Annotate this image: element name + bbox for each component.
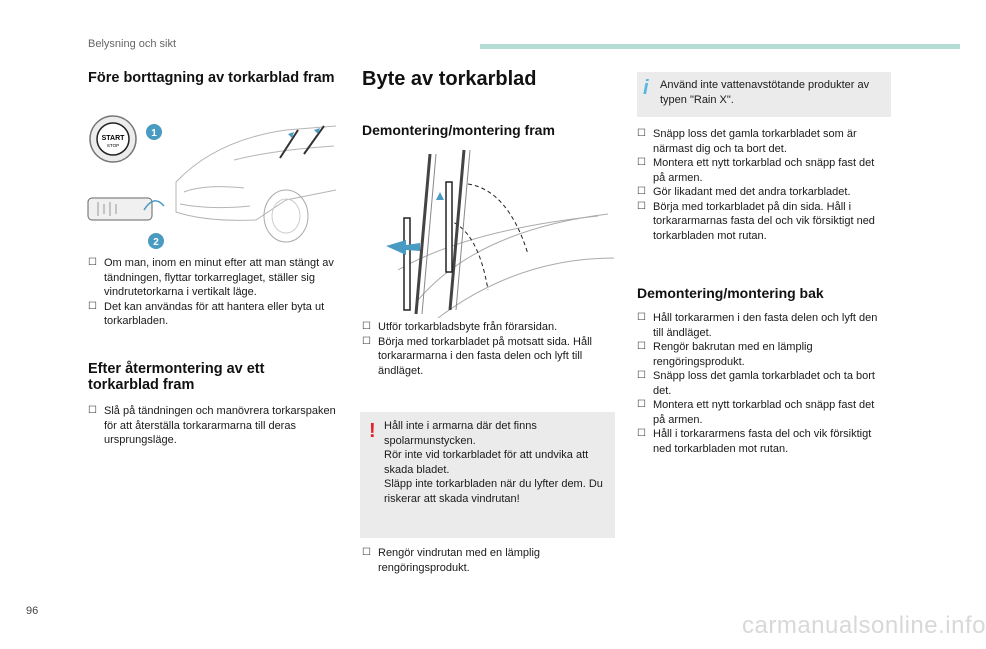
callout-2-label: 2 — [153, 237, 159, 248]
header-accent-bar — [480, 44, 960, 49]
start-label: START — [101, 135, 125, 142]
list-item: ☐ Slå på tändningen och manövrera torkarspaken för att återställa torkararmarna till deras ursprungsläge. — [88, 405, 336, 446]
checkbox-bullet-icon: ☐ — [362, 321, 371, 332]
checkbox-bullet-icon: ☐ — [637, 399, 646, 410]
list-item: ☐ Gör likadant med det andra torkarbladet. — [637, 186, 851, 198]
checkbox-bullet-icon: ☐ — [637, 128, 646, 139]
list-item: ☐ Montera ett nytt torkarblad och snäpp fast det på armen. — [637, 157, 875, 184]
list-item: ☐ Utför torkarbladsbyte från förarsidan. — [362, 321, 558, 333]
wiper-service-illustration — [84, 112, 342, 254]
heading-after-refit: Efter återmontering av ett torkarblad fram — [88, 361, 265, 393]
checkbox-bullet-icon: ☐ — [637, 341, 646, 352]
checkbox-bullet-icon: ☐ — [637, 186, 646, 197]
list-item: ☐ Börja med torkarbladet på motsatt sida. Håll torkararmarna i den fasta delen och lyft till ändläget. — [362, 335, 592, 377]
watermark: carmanualsonline.info — [742, 612, 986, 639]
stop-label: STOP — [106, 143, 120, 148]
list-item: ☐ Montera ett nytt torkarblad och snäpp fast det på armen. — [637, 399, 875, 426]
list-front-steps — [637, 127, 887, 243]
list-before-removal — [88, 256, 340, 329]
callout-2-icon — [148, 233, 164, 249]
checkbox-bullet-icon: ☐ — [637, 157, 646, 168]
checkbox-bullet-icon: ☐ — [88, 300, 97, 312]
checkbox-bullet-icon: ☐ — [362, 547, 371, 558]
heading-before-removal: Före borttagning av torkarblad fram — [88, 70, 335, 86]
checkbox-bullet-icon: ☐ — [362, 335, 371, 347]
checkbox-bullet-icon: ☐ — [637, 312, 646, 323]
list-item: ☐ Rengör bakrutan med en lämplig rengöringsprodukt. — [637, 341, 813, 368]
checkbox-bullet-icon: ☐ — [88, 405, 97, 416]
checkbox-bullet-icon: ☐ — [637, 370, 646, 381]
checkbox-bullet-icon: ☐ — [88, 257, 97, 268]
list-item: ☐ Håll i torkararmens fasta del och vik försiktigt ned torkarbladen mot rutan. — [637, 428, 872, 455]
list-item: ☐ Börja med torkarbladet på din sida. Håll i torkararmarnas fasta del och vik försiktigt ned torkarbladen mot rutan. — [637, 200, 875, 242]
list-item: ☐ Snäpp loss det gamla torkarbladet och ta bort det. — [637, 370, 875, 397]
list-item: ☐ Håll torkararmen i den fasta delen och lyft den till ändläget. — [637, 312, 878, 339]
section-header: Belysning och sikt — [88, 38, 177, 50]
wiper-arm-icon — [404, 150, 470, 314]
info-text: Använd inte vattenavstötande produkter av typen "Rain X". — [660, 79, 870, 106]
checkbox-bullet-icon: ☐ — [637, 200, 646, 212]
info-icon: i — [643, 77, 649, 99]
list-clean-windscreen — [362, 546, 618, 575]
exclamation-icon: ! — [369, 420, 376, 442]
warning-text: Håll inte i armarna där det finns spolarmunstycken. Rör inte vid torkarbladet för att undvika att skada bladet. Släpp inte torkarbladen när du lyfter dem. Du riskerar att skada vindrutan! — [384, 420, 603, 505]
heading-rear-replacement: Demontering/montering bak — [637, 285, 824, 301]
page-number: 96 — [26, 605, 39, 617]
page-title: Byte av torkarblad — [362, 68, 537, 90]
list-item: ☐ Om man, inom en minut efter att man stängt av tändningen, flyttar torkarreglaget, ställer sig vindrutetorkarna i vertikalt läge. — [88, 257, 334, 298]
wiper-stalk-icon — [88, 198, 164, 220]
list-after-refit — [88, 404, 342, 448]
list-item: ☐ Snäpp loss det gamla torkarbladet som är närmast dig och ta bort det. — [637, 128, 857, 155]
callout-1-icon — [146, 124, 162, 140]
arrow-icon — [386, 192, 444, 255]
list-rear-steps — [637, 311, 887, 456]
list-front-replacement — [362, 320, 618, 378]
start-stop-button-icon — [90, 116, 136, 162]
front-wiper-illustration — [378, 150, 614, 318]
list-item: ☐ Det kan användas för att hantera eller byta ut torkarbladen. — [88, 300, 325, 327]
heading-front-replacement: Demontering/montering fram — [362, 122, 555, 138]
list-item: ☐ Rengör vindrutan med en lämplig rengöringsprodukt. — [362, 547, 541, 574]
checkbox-bullet-icon: ☐ — [637, 428, 646, 439]
callout-1-label: 1 — [151, 128, 157, 139]
